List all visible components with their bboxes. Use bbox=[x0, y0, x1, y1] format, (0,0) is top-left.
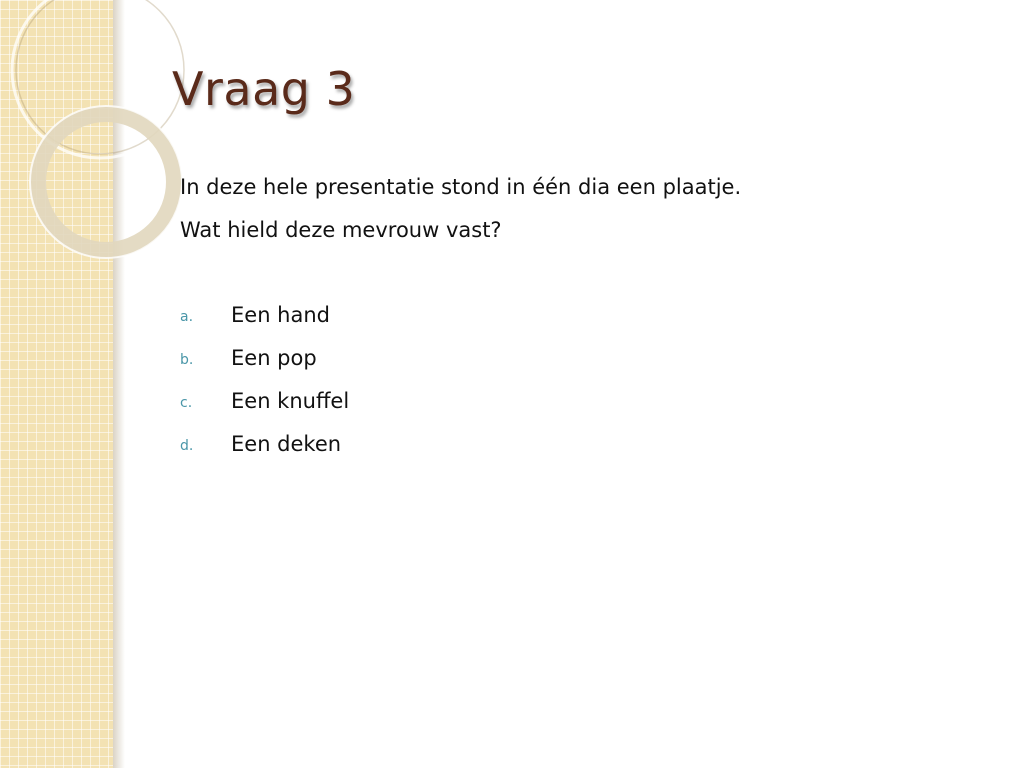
answer-option-a bbox=[180, 298, 980, 341]
answer-option-c bbox=[180, 384, 980, 427]
slide-body bbox=[180, 170, 980, 470]
option-marker: d. bbox=[180, 438, 194, 454]
slide-title: Vraag 3 bbox=[172, 62, 356, 116]
question-line-2: Wat hield deze mevrouw vast? bbox=[180, 218, 502, 242]
question-line-1: In deze hele presentatie stond in één dia een plaatje. bbox=[180, 175, 742, 199]
option-text: Een hand bbox=[231, 303, 330, 327]
option-marker: a. bbox=[180, 309, 194, 325]
option-text: Een deken bbox=[231, 432, 342, 456]
answer-options bbox=[180, 298, 980, 470]
answer-option-d bbox=[180, 427, 980, 470]
option-marker: b. bbox=[180, 352, 194, 368]
option-text: Een pop bbox=[231, 346, 317, 370]
ring-thick-highlight bbox=[30, 106, 182, 258]
option-marker: c. bbox=[180, 395, 193, 411]
answer-option-b bbox=[180, 341, 980, 384]
spacer bbox=[180, 256, 980, 298]
option-text: Een knuffel bbox=[231, 389, 350, 413]
ring-thick bbox=[38, 114, 174, 250]
